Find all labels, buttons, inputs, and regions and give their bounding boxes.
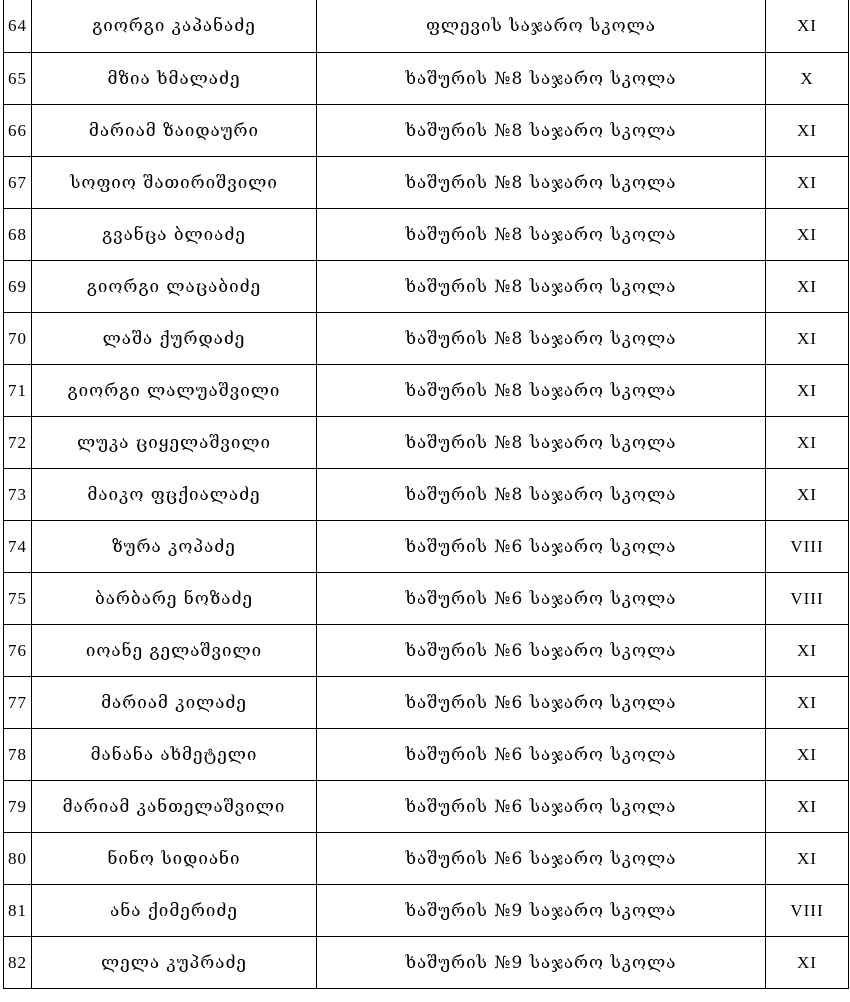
grade-cell: VIII (766, 885, 849, 937)
grade-cell: XI (766, 729, 849, 781)
row-number-cell: 81 (4, 885, 32, 937)
row-number-cell: 64 (4, 0, 32, 53)
table-row (4, 469, 849, 521)
table-row (4, 157, 849, 209)
table-row (4, 833, 849, 885)
grade-cell: XI (766, 833, 849, 885)
row-number-cell: 79 (4, 781, 32, 833)
student-name-cell: მარიამ კილაძე (32, 677, 317, 729)
student-name-cell: სოფიო შათირიშვილი (32, 157, 317, 209)
school-name-cell: ხაშურის №6 საჯარო სკოლა (317, 521, 766, 573)
grade-cell: XI (766, 0, 849, 53)
row-number-cell: 78 (4, 729, 32, 781)
table-row (4, 261, 849, 313)
table-row (4, 0, 849, 53)
grade-cell: XI (766, 209, 849, 261)
student-name-cell: იოანე გელაშვილი (32, 625, 317, 677)
grade-cell: VIII (766, 573, 849, 625)
student-name-cell: ლაშა ქურდაძე (32, 313, 317, 365)
row-number-cell: 65 (4, 53, 32, 105)
table-row (4, 729, 849, 781)
student-name-cell: მაიკო ფცქიალაძე (32, 469, 317, 521)
student-name-cell: ზურა კოპაძე (32, 521, 317, 573)
school-name-cell: ხაშურის №8 საჯარო სკოლა (317, 157, 766, 209)
school-name-cell: ხაშურის №6 საჯარო სკოლა (317, 729, 766, 781)
grade-cell: XI (766, 677, 849, 729)
row-number-cell: 75 (4, 573, 32, 625)
student-name-cell: მარიამ კანთელაშვილი (32, 781, 317, 833)
school-name-cell: ხაშურის №6 საჯარო სკოლა (317, 677, 766, 729)
table-row (4, 781, 849, 833)
grade-cell: XI (766, 417, 849, 469)
school-name-cell: ხაშურის №6 საჯარო სკოლა (317, 833, 766, 885)
table-row (4, 521, 849, 573)
table-row (4, 885, 849, 937)
student-name-cell: გვანცა ბლიაძე (32, 209, 317, 261)
grade-cell: X (766, 53, 849, 105)
row-number-cell: 82 (4, 937, 32, 989)
school-name-cell: ხაშურის №8 საჯარო სკოლა (317, 417, 766, 469)
table-row (4, 209, 849, 261)
row-number-cell: 77 (4, 677, 32, 729)
row-number-cell: 70 (4, 313, 32, 365)
table-row (4, 937, 849, 989)
school-name-cell: ხაშურის №8 საჯარო სკოლა (317, 209, 766, 261)
table-row (4, 53, 849, 105)
table-row (4, 625, 849, 677)
grade-cell: XI (766, 157, 849, 209)
row-number-cell: 76 (4, 625, 32, 677)
school-name-cell: ხაშურის №9 საჯარო სკოლა (317, 885, 766, 937)
grade-cell: XI (766, 313, 849, 365)
student-name-cell: ანა ქიმერიძე (32, 885, 317, 937)
school-name-cell: ხაშურის №6 საჯარო სკოლა (317, 625, 766, 677)
row-number-cell: 69 (4, 261, 32, 313)
school-name-cell: ფლევის საჯარო სკოლა (317, 0, 766, 53)
grade-cell: VIII (766, 521, 849, 573)
table-row (4, 105, 849, 157)
school-name-cell: ხაშურის №8 საჯარო სკოლა (317, 469, 766, 521)
row-number-cell: 80 (4, 833, 32, 885)
school-name-cell: ხაშურის №8 საჯარო სკოლა (317, 261, 766, 313)
row-number-cell: 68 (4, 209, 32, 261)
school-name-cell: ხაშურის №8 საჯარო სკოლა (317, 365, 766, 417)
student-name-cell: ბარბარე ნოზაძე (32, 573, 317, 625)
grade-cell: XI (766, 625, 849, 677)
table-row (4, 677, 849, 729)
participants-table (3, 0, 849, 989)
row-number-cell: 66 (4, 105, 32, 157)
student-name-cell: მარიამ ზაიდაური (32, 105, 317, 157)
school-name-cell: ხაშურის №8 საჯარო სკოლა (317, 53, 766, 105)
table-row (4, 365, 849, 417)
grade-cell: XI (766, 105, 849, 157)
participants-table-body (4, 0, 849, 989)
row-number-cell: 74 (4, 521, 32, 573)
school-name-cell: ხაშურის №6 საჯარო სკოლა (317, 573, 766, 625)
grade-cell: XI (766, 365, 849, 417)
row-number-cell: 71 (4, 365, 32, 417)
school-name-cell: ხაშურის №9 საჯარო სკოლა (317, 937, 766, 989)
student-name-cell: გიორგი ლალუაშვილი (32, 365, 317, 417)
school-name-cell: ხაშურის №8 საჯარო სკოლა (317, 313, 766, 365)
row-number-cell: 72 (4, 417, 32, 469)
row-number-cell: 67 (4, 157, 32, 209)
student-name-cell: ლელა კუპრაძე (32, 937, 317, 989)
student-name-cell: გიორგი კაპანაძე (32, 0, 317, 53)
table-row (4, 573, 849, 625)
row-number-cell: 73 (4, 469, 32, 521)
grade-cell: XI (766, 469, 849, 521)
table-row (4, 313, 849, 365)
student-name-cell: ლუკა ციყელაშვილი (32, 417, 317, 469)
student-name-cell: ნინო სიდიანი (32, 833, 317, 885)
table-row (4, 417, 849, 469)
grade-cell: XI (766, 937, 849, 989)
student-name-cell: მზია ხმალაძე (32, 53, 317, 105)
school-name-cell: ხაშურის №8 საჯარო სკოლა (317, 105, 766, 157)
grade-cell: XI (766, 781, 849, 833)
student-name-cell: გიორგი ლაცაბიძე (32, 261, 317, 313)
school-name-cell: ხაშურის №6 საჯარო სკოლა (317, 781, 766, 833)
student-name-cell: მანანა ახმეტელი (32, 729, 317, 781)
grade-cell: XI (766, 261, 849, 313)
